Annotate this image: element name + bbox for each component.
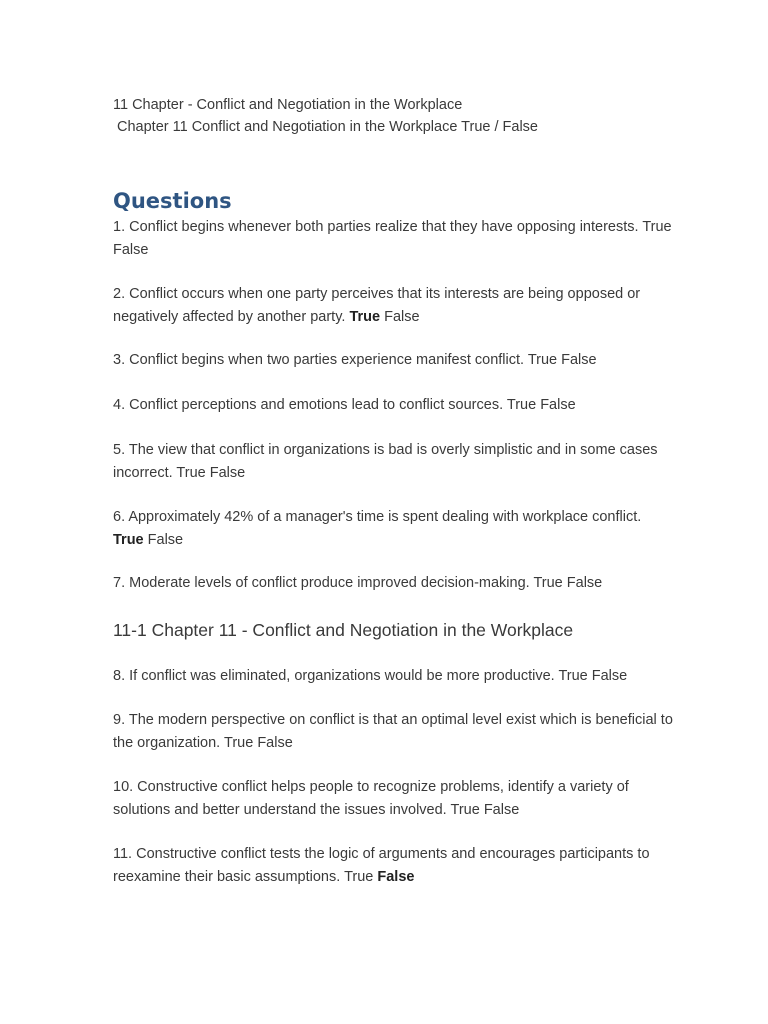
question-text: 10. Constructive conflict helps people to recognize problems, identify a variety of solutions and better understand the issues involved. (113, 779, 629, 818)
question-text: 7. Moderate levels of conflict produce improved decision-making. (113, 575, 530, 591)
answer-false: False (540, 397, 576, 413)
questions-heading: Questions (113, 189, 232, 213)
question-item (113, 283, 673, 328)
question-text: 11. Constructive conflict tests the logic of arguments and encourages participants to reexamine their basic assumptions. (113, 846, 650, 885)
answer-false: False (147, 531, 184, 548)
question-item (113, 506, 673, 551)
question-text: 2. Conflict occurs when one party perceives that its interests are being opposed or negatively affected by another party. (113, 286, 641, 325)
question-text: 1. Conflict begins whenever both parties realize that they have opposing interests. (113, 219, 639, 235)
answer-true: True (527, 352, 558, 368)
answer-true: True (344, 868, 374, 885)
answer-true: True (113, 531, 144, 548)
answer-false: False (591, 668, 628, 684)
answer-true: True (224, 734, 254, 751)
answer-true: True (533, 575, 563, 591)
answer-true: True (176, 464, 206, 481)
question-text: 9. The modern perspective on conflict is that an optimal level exist which is beneficial to the organization. (113, 712, 673, 751)
answer-false: False (257, 734, 293, 751)
answer-true: True (349, 308, 381, 325)
answer-false: False (566, 575, 603, 591)
answer-false: False (377, 868, 415, 885)
question-item (113, 709, 673, 754)
answer-false: False (209, 464, 246, 481)
question-text: 4. Conflict perceptions and emotions lead to conflict sources. (113, 397, 504, 413)
question-item (113, 572, 673, 595)
question-text: 6. Approximately 42% of a manager's time is spent dealing with workplace conflict. (113, 509, 642, 525)
answer-true: True (642, 219, 672, 235)
question-item (113, 216, 673, 261)
question-item (113, 439, 673, 484)
answer-false: False (384, 308, 420, 325)
answer-false: False (561, 352, 597, 368)
chapter-header-line-1: 11 Chapter - Conflict and Negotiation in the Workplace (113, 97, 463, 113)
answer-false: False (113, 241, 149, 258)
answer-true: True (558, 668, 588, 684)
question-item (113, 394, 673, 417)
question-text: 8. If conflict was eliminated, organizations would be more productive. (113, 668, 555, 684)
question-item (113, 665, 673, 688)
answer-false: False (483, 801, 520, 818)
question-text: 5. The view that conflict in organizations is bad is overly simplistic and in some cases incorrect. (113, 442, 658, 481)
answer-true: True (450, 801, 480, 818)
question-item (113, 776, 673, 821)
chapter-header-line-2: Chapter 11 Conflict and Negotiation in the Workplace True / False (117, 119, 538, 135)
question-item (113, 349, 673, 372)
question-text: 3. Conflict begins when two parties experience manifest conflict. (113, 352, 525, 368)
question-item (113, 843, 673, 888)
section-heading: 11-1 Chapter 11 - Conflict and Negotiation in the Workplace (113, 620, 574, 640)
answer-true: True (506, 397, 537, 413)
